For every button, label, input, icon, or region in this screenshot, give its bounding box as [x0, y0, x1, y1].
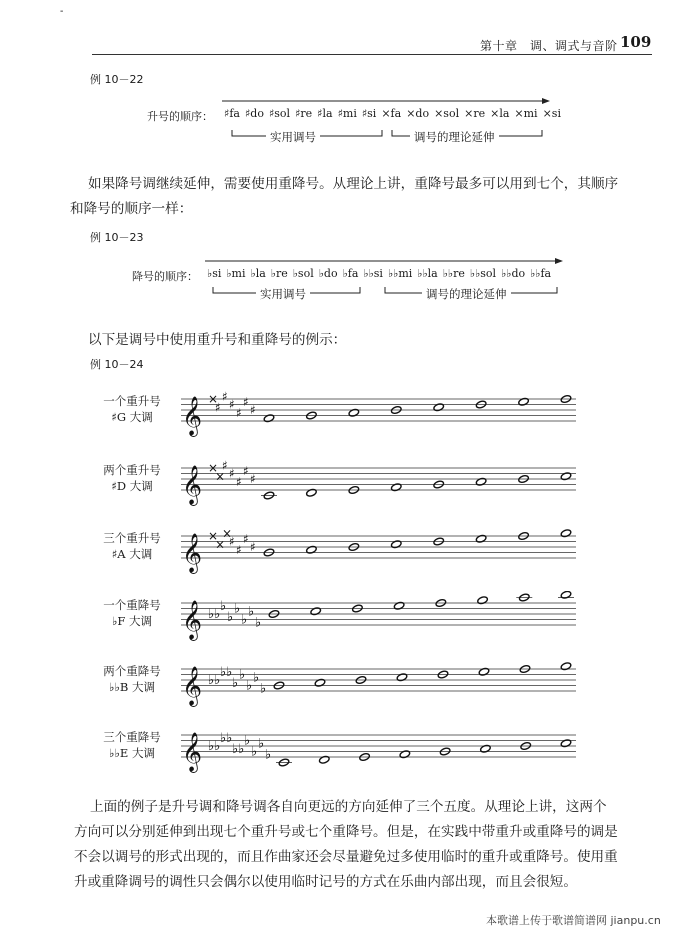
- whole-note: [391, 483, 402, 492]
- order-note: ♯si: [361, 107, 377, 120]
- flat-order-arrow: [205, 256, 565, 266]
- staff-label-key: ♯D 大调: [111, 479, 153, 493]
- music-staff: [176, 591, 596, 641]
- staff-label-count: 一个重升号: [103, 394, 161, 408]
- treble-clef-icon: 𝄞: [182, 732, 203, 772]
- sharp-icon: ♯: [229, 534, 235, 549]
- order-note: ♭♭sol: [469, 267, 497, 280]
- flat-icon: ♭: [232, 675, 239, 691]
- order-note: ♭do: [318, 267, 338, 280]
- sharp-icon: ♯: [243, 394, 249, 409]
- staff-label: [96, 530, 168, 562]
- order-note: ♭mi: [226, 267, 246, 280]
- flat-icon: ♭: [241, 612, 248, 628]
- staff-label-count: 两个重升号: [103, 463, 161, 477]
- whole-note: [314, 678, 325, 687]
- staff-label-count: 一个重降号: [103, 598, 161, 612]
- paragraph-line: 方向可以分别延伸到出现七个重升号或七个重降号。但是，在实践中带重升或重降号的调是: [74, 824, 618, 840]
- staff-label-key: ♯A 大调: [111, 547, 153, 561]
- whole-note: [263, 414, 274, 423]
- double-flat-icon: ♭♭: [232, 741, 245, 757]
- double-sharp-icon: ×: [215, 469, 226, 484]
- whole-note: [306, 545, 317, 554]
- corner-mark: -: [60, 6, 64, 17]
- double-flat-icon: ♭♭: [220, 664, 233, 680]
- order-note: ♭♭do: [501, 267, 526, 280]
- flat-icon: ♭: [255, 615, 262, 631]
- order-note: ♯re: [295, 107, 313, 120]
- staff-label-key: ♭♭B 大调: [109, 680, 155, 694]
- order-note: ♭si: [207, 267, 222, 280]
- sharp-practical-caption: 实用调号: [266, 129, 320, 145]
- flat-order-sequence: [207, 267, 556, 280]
- order-note: ♯sol: [268, 107, 291, 120]
- flat-icon: ♭: [234, 601, 241, 617]
- whole-note: [393, 601, 404, 610]
- sharp-icon: ♯: [229, 397, 235, 412]
- music-staff: [176, 524, 596, 574]
- whole-note: [480, 744, 491, 753]
- flat-icon: ♭: [248, 604, 255, 620]
- example-24-label: 例 10－24: [90, 358, 144, 371]
- whole-note: [477, 596, 488, 605]
- order-note: ♭♭la: [417, 267, 438, 280]
- page-number: 109: [620, 33, 652, 51]
- whole-note: [396, 673, 407, 682]
- double-sharp-icon: ×: [208, 529, 219, 543]
- paragraph-line: 不会以调号的形式出现的，而且作曲家还会尽量避免过多使用临时的重升或重降号。使用重: [74, 849, 618, 865]
- flat-icon: ♭: [227, 609, 234, 625]
- flat-icon: ♭: [253, 670, 260, 686]
- music-staff: [176, 387, 596, 437]
- staff-label: [96, 597, 168, 629]
- staff-label-count: 三个重降号: [103, 730, 161, 744]
- sharp-icon: ♯: [243, 463, 249, 478]
- sharp-order-sequence: [224, 107, 566, 120]
- whole-note: [399, 750, 410, 759]
- sharp-icon: ♯: [236, 542, 242, 557]
- whole-note: [475, 477, 486, 486]
- music-staff: [176, 723, 596, 773]
- whole-note: [478, 667, 489, 676]
- order-note: ♭♭fa: [530, 267, 552, 280]
- paragraph-line: 和降号的顺序一样：: [70, 201, 193, 217]
- order-note: ♭sol: [292, 267, 314, 280]
- flat-icon: ♭: [260, 681, 267, 697]
- order-note: ×do: [406, 107, 430, 120]
- flat-icon: ♭: [246, 678, 253, 694]
- sharp-icon: ♯: [250, 540, 256, 554]
- flat-icon: ♭: [239, 667, 246, 683]
- flat-practical-caption: 实用调号: [256, 286, 310, 302]
- header-rule: [92, 54, 652, 55]
- whole-note: [560, 662, 571, 671]
- order-note: ♯mi: [337, 107, 357, 120]
- treble-clef-icon: 𝄞: [182, 600, 203, 640]
- order-note: ♯fa: [224, 107, 240, 120]
- whole-note: [433, 403, 444, 412]
- treble-clef-icon: 𝄞: [182, 533, 203, 573]
- order-note: ×re: [464, 107, 486, 120]
- sharp-icon: ♯: [215, 400, 221, 415]
- staff-label-count: 两个重降号: [103, 664, 161, 678]
- whole-note: [319, 755, 330, 764]
- sharp-icon: ♯: [236, 474, 242, 489]
- sharp-order-label: 升号的顺序：: [147, 110, 213, 123]
- order-note: ×fa: [381, 107, 402, 120]
- treble-clef-icon: 𝄞: [182, 666, 203, 706]
- paragraph-line: 上面的例子是升号调和降号调各自向更远的方向延伸了三个五度。从理论上讲，这两个: [90, 799, 607, 815]
- double-sharp-icon: ×: [215, 537, 226, 552]
- example-24-intro: 以下是调号中使用重升号和重降号的例示：: [88, 332, 347, 348]
- order-note: ♭re: [270, 267, 288, 280]
- whole-note: [518, 397, 529, 406]
- order-note: ♭fa: [342, 267, 359, 280]
- music-staff: [176, 657, 596, 707]
- sharp-icon: ♯: [243, 531, 249, 546]
- order-note: ♭♭si: [363, 267, 383, 280]
- paragraph-double-flat-intro: [70, 172, 658, 222]
- whole-note: [560, 739, 571, 748]
- sharp-order-arrow: [222, 96, 552, 106]
- flat-icon: ♭: [258, 736, 265, 752]
- order-note: ♭♭re: [442, 267, 465, 280]
- whole-note: [310, 607, 321, 616]
- treble-clef-icon: 𝄞: [182, 465, 203, 505]
- staff-label-count: 三个重升号: [103, 531, 161, 545]
- sharp-icon: ♯: [250, 403, 256, 417]
- flat-order-label: 降号的顺序：: [132, 270, 198, 283]
- double-flat-icon: ♭♭: [208, 607, 221, 622]
- order-note: ×la: [490, 107, 510, 120]
- order-note: ♯do: [244, 107, 264, 120]
- flat-icon: ♭: [251, 744, 258, 760]
- double-flat-icon: ♭♭: [220, 730, 233, 746]
- double-sharp-icon: ×: [208, 461, 219, 475]
- example-22-label: 例 10－22: [90, 73, 144, 86]
- order-note: ×sol: [434, 107, 460, 120]
- staff-label-key: ♭F 大调: [111, 614, 153, 628]
- paragraph-line: 升或重降调号的调性只会偶尔以使用临时记号的方式在乐曲内部出现，而且会很短。: [74, 874, 577, 890]
- chapter-title: 第十章 调、调式与音阶: [480, 39, 618, 53]
- double-flat-icon: ♭♭: [208, 739, 221, 754]
- order-note: ×si: [542, 107, 561, 120]
- sharp-icon: ♯: [250, 472, 256, 486]
- flat-icon: ♭: [265, 747, 272, 763]
- paragraph-line: 如果降号调继续延伸，需要使用重降号。从理论上讲，重降号最多可以用到七个，其顺序: [88, 176, 619, 192]
- paragraph-conclusion: [74, 795, 664, 895]
- double-sharp-icon: ×: [222, 526, 233, 541]
- sharp-icon: ♯: [229, 466, 235, 481]
- staff-label: [96, 462, 168, 494]
- order-note: ♯la: [317, 107, 333, 120]
- staff-label-key: ♯G 大调: [111, 410, 153, 424]
- sharp-icon: ♯: [222, 389, 228, 404]
- whole-note: [348, 408, 359, 417]
- music-staff: [176, 456, 596, 506]
- staff-label-key: ♭♭E 大调: [109, 746, 155, 760]
- site-watermark: 本歌谱上传于歌谱简谱网 jianpu.cn: [486, 914, 661, 927]
- sharp-icon: ♯: [222, 458, 228, 473]
- example-23-label: 例 10－23: [90, 231, 144, 244]
- sharp-icon: ♯: [236, 405, 242, 420]
- staff-label: [96, 393, 168, 425]
- whole-note: [475, 534, 486, 543]
- whole-note: [391, 540, 402, 549]
- whole-note: [560, 529, 571, 538]
- whole-note: [560, 591, 571, 599]
- staff-label: [96, 729, 168, 761]
- double-flat-icon: ♭♭: [208, 673, 221, 688]
- whole-note: [560, 472, 571, 481]
- order-note: ×mi: [514, 107, 538, 120]
- order-note: ♭la: [250, 267, 266, 280]
- flat-icon: ♭: [220, 598, 227, 614]
- flat-icon: ♭: [244, 733, 251, 749]
- staff-label: [96, 663, 168, 695]
- order-note: ♭♭mi: [387, 267, 413, 280]
- treble-clef-icon: 𝄞: [182, 396, 203, 436]
- double-sharp-icon: ×: [208, 392, 219, 406]
- whole-note: [306, 488, 317, 497]
- sharp-theory-caption: 调号的理论延伸: [410, 129, 499, 145]
- flat-theory-caption: 调号的理论延伸: [422, 286, 511, 302]
